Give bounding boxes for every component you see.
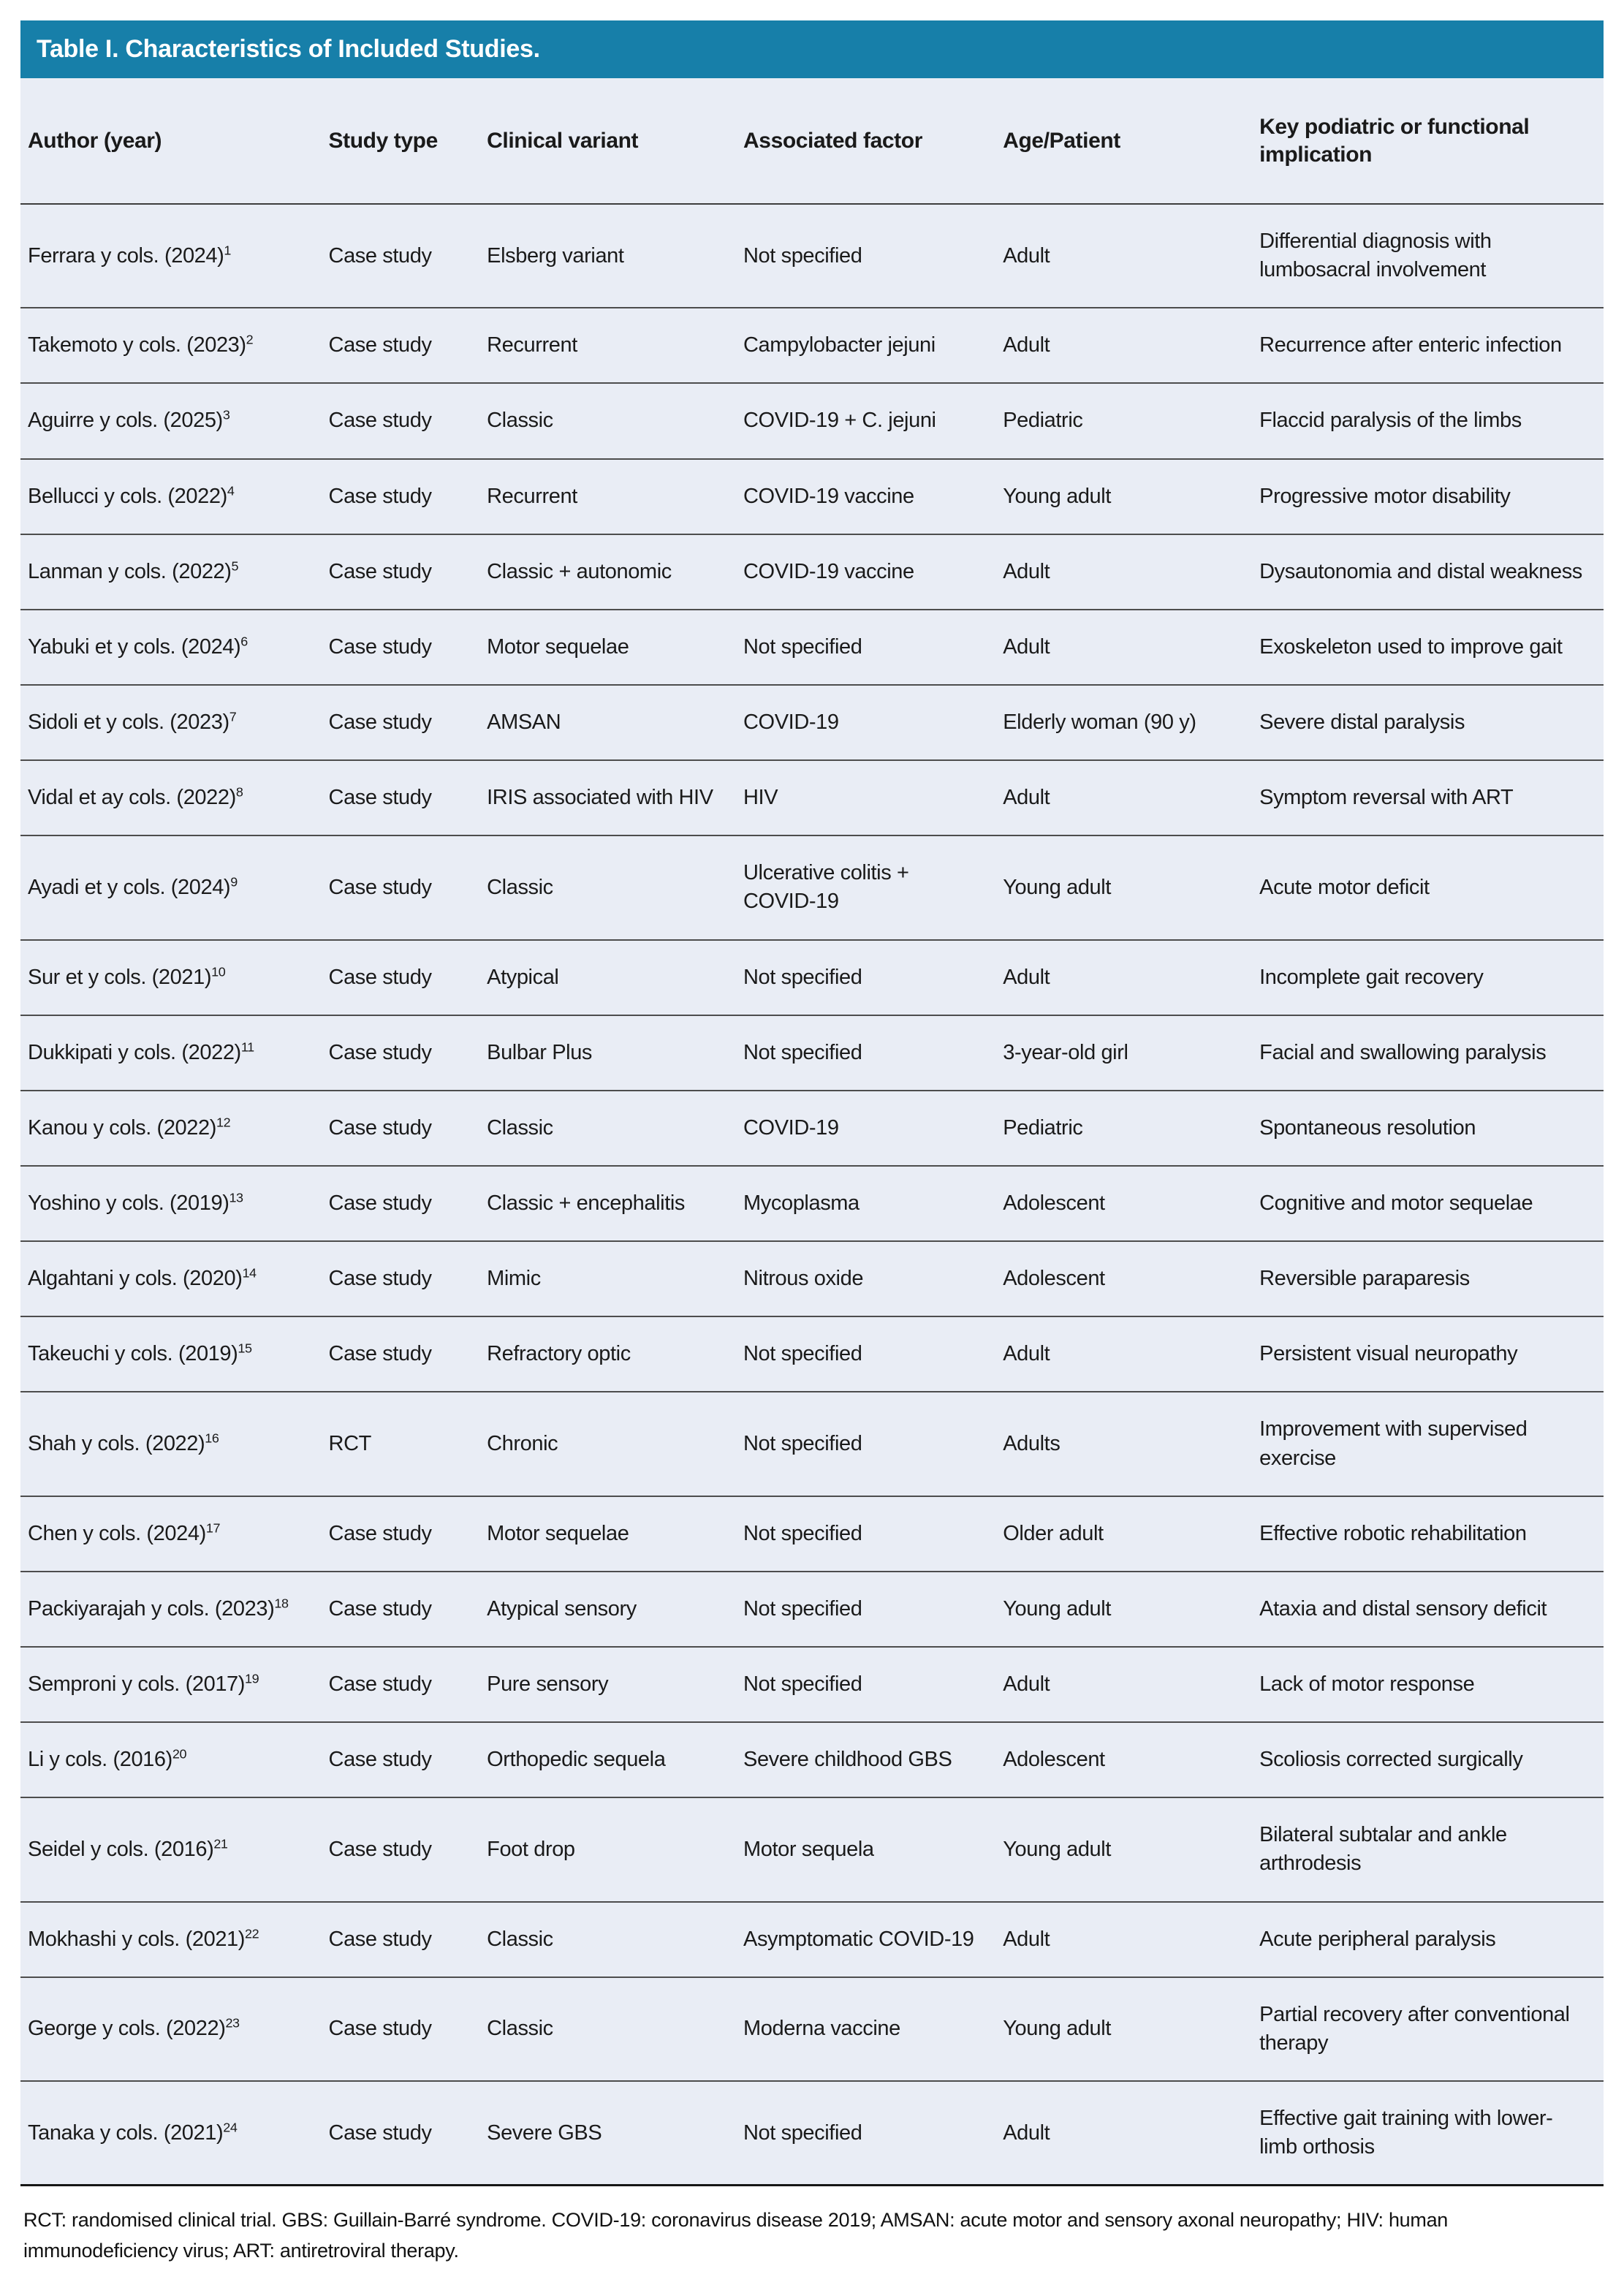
implication-cell: Recurrence after enteric infection xyxy=(1252,308,1604,383)
implication-cell: Scoliosis corrected surgically xyxy=(1252,1722,1604,1797)
clinical-variant-cell: Elsberg variant xyxy=(479,204,736,308)
implication-cell: Severe distal paralysis xyxy=(1252,685,1604,760)
author-cell: Packiyarajah y cols. $(2023)^{18}$ xyxy=(20,1572,322,1647)
implication-cell: Bilateral subtalar and ankle arthrodesis xyxy=(1252,1797,1604,1901)
clinical-variant-cell: Atypical xyxy=(479,940,736,1015)
associated-factor-cell: Not specified xyxy=(736,1015,995,1091)
associated-factor-cell: Not specified xyxy=(736,1647,995,1722)
study-type-cell: Case study xyxy=(322,534,480,610)
clinical-variant-cell: Mimic xyxy=(479,1241,736,1316)
column-header-4: Age/Patient xyxy=(995,78,1252,204)
author-cell: Lanman y cols. $(2022)^5$ xyxy=(20,534,322,610)
implication-cell: Ataxia and distal sensory deficit xyxy=(1252,1572,1604,1647)
clinical-variant-cell: Chronic xyxy=(479,1392,736,1496)
table-row xyxy=(20,1091,1604,1166)
implication-cell: Flaccid paralysis of the limbs xyxy=(1252,383,1604,458)
implication-cell: Persistent visual neuropathy xyxy=(1252,1316,1604,1392)
associated-factor-cell: Motor sequela xyxy=(736,1797,995,1901)
study-type-cell: Case study xyxy=(322,383,480,458)
associated-factor-cell: Not specified xyxy=(736,1316,995,1392)
table-row xyxy=(20,459,1604,534)
reference-superscript: 3 xyxy=(222,407,230,422)
author-cell: Takeuchi y cols. $(2019)^{15}$ xyxy=(20,1316,322,1392)
table-row xyxy=(20,610,1604,685)
clinical-variant-cell: Atypical sensory xyxy=(479,1572,736,1647)
table-row xyxy=(20,1015,1604,1091)
author-cell: Seidel y cols. $(2016)^{21}$ xyxy=(20,1797,322,1901)
clinical-variant-cell: Classic xyxy=(479,1977,736,2081)
associated-factor-cell: Not specified xyxy=(736,940,995,1015)
associated-factor-cell: COVID-19 + C. jejuni xyxy=(736,383,995,458)
author-cell: Tanaka y cols. $(2021)^{24}$ xyxy=(20,2081,322,2186)
table-row xyxy=(20,1241,1604,1316)
table-row xyxy=(20,760,1604,835)
implication-cell: Lack of motor response xyxy=(1252,1647,1604,1722)
study-type-cell: Case study xyxy=(322,1902,480,1977)
implication-cell: Effective robotic rehabilitation xyxy=(1252,1496,1604,1572)
author-cell: Sidoli et y cols. $(2023)^7$ xyxy=(20,685,322,760)
reference-superscript: 6 xyxy=(240,634,248,649)
column-header-3: Associated factor xyxy=(736,78,995,204)
clinical-variant-cell: Classic + encephalitis xyxy=(479,1166,736,1241)
associated-factor-cell: HIV xyxy=(736,760,995,835)
age-patient-cell: Adult xyxy=(995,534,1252,610)
age-patient-cell: Young adult xyxy=(995,459,1252,534)
reference-superscript: 5 xyxy=(231,558,239,574)
age-patient-cell: Adult xyxy=(995,308,1252,383)
associated-factor-cell: Not specified xyxy=(736,1496,995,1572)
table-body xyxy=(20,204,1604,2186)
column-header-0: Author (year) xyxy=(20,78,322,204)
implication-cell: Reversible paraparesis xyxy=(1252,1241,1604,1316)
author-cell: Ayadi et y cols. $(2024)^9$ xyxy=(20,835,322,939)
age-patient-cell: Young adult xyxy=(995,1797,1252,1901)
author-cell: Takemoto y cols. $(2023)^2$ xyxy=(20,308,322,383)
age-patient-cell: Young adult xyxy=(995,835,1252,939)
reference-superscript: 17 xyxy=(205,1520,221,1536)
table-row xyxy=(20,2081,1604,2186)
implication-cell: Differential diagnosis with lumbosacral involvement xyxy=(1252,204,1604,308)
table-row xyxy=(20,1722,1604,1797)
age-patient-cell: Pediatric xyxy=(995,1091,1252,1166)
clinical-variant-cell: Motor sequelae xyxy=(479,610,736,685)
associated-factor-cell: Not specified xyxy=(736,1572,995,1647)
study-type-cell: Case study xyxy=(322,1797,480,1901)
reference-superscript: 24 xyxy=(223,2119,238,2134)
clinical-variant-cell: Pure sensory xyxy=(479,1647,736,1722)
study-type-cell: Case study xyxy=(322,835,480,939)
reference-superscript: 20 xyxy=(172,1746,187,1762)
table-title: Table I. Characteristics of Included Studies. xyxy=(37,35,540,63)
reference-superscript: 10 xyxy=(211,963,226,979)
table-row xyxy=(20,1572,1604,1647)
age-patient-cell: Adult xyxy=(995,1902,1252,1977)
implication-cell: Progressive motor disability xyxy=(1252,459,1604,534)
author-cell: Bellucci y cols. $(2022)^4$ xyxy=(20,459,322,534)
reference-superscript: 15 xyxy=(238,1341,252,1356)
column-header-1: Study type xyxy=(322,78,480,204)
study-type-cell: Case study xyxy=(322,204,480,308)
age-patient-cell: Older adult xyxy=(995,1496,1252,1572)
clinical-variant-cell: Classic + autonomic xyxy=(479,534,736,610)
associated-factor-cell: Moderna vaccine xyxy=(736,1977,995,2081)
reference-superscript: 23 xyxy=(225,2015,240,2031)
reference-superscript: 8 xyxy=(235,784,243,800)
associated-factor-cell: Not specified xyxy=(736,1392,995,1496)
reference-superscript: 4 xyxy=(227,482,235,498)
age-patient-cell: 3-year-old girl xyxy=(995,1015,1252,1091)
reference-superscript: 18 xyxy=(274,1596,289,1611)
associated-factor-cell: Severe childhood GBS xyxy=(736,1722,995,1797)
implication-cell: Exoskeleton used to improve gait xyxy=(1252,610,1604,685)
table-row xyxy=(20,1797,1604,1901)
author-cell: Yoshino y cols. $(2019)^{13}$ xyxy=(20,1166,322,1241)
implication-cell: Facial and swallowing paralysis xyxy=(1252,1015,1604,1091)
table-row xyxy=(20,1392,1604,1496)
implication-cell: Incomplete gait recovery xyxy=(1252,940,1604,1015)
associated-factor-cell: COVID-19 xyxy=(736,685,995,760)
clinical-variant-cell: Severe GBS xyxy=(479,2081,736,2186)
age-patient-cell: Adult xyxy=(995,610,1252,685)
study-type-cell: Case study xyxy=(322,1015,480,1091)
table-row xyxy=(20,383,1604,458)
age-patient-cell: Young adult xyxy=(995,1977,1252,2081)
age-patient-cell: Adult xyxy=(995,1647,1252,1722)
study-type-cell: Case study xyxy=(322,1977,480,2081)
study-type-cell: Case study xyxy=(322,1647,480,1722)
header-row xyxy=(20,78,1604,204)
author-cell: Yabuki et y cols. $(2024)^6$ xyxy=(20,610,322,685)
associated-factor-cell: COVID-19 vaccine xyxy=(736,459,995,534)
clinical-variant-cell: Orthopedic sequela xyxy=(479,1722,736,1797)
age-patient-cell: Pediatric xyxy=(995,383,1252,458)
study-type-cell: Case study xyxy=(322,610,480,685)
reference-superscript: 9 xyxy=(230,874,238,890)
study-type-cell: Case study xyxy=(322,1496,480,1572)
study-type-cell: Case study xyxy=(322,1572,480,1647)
clinical-variant-cell: Recurrent xyxy=(479,308,736,383)
associated-factor-cell: Nitrous oxide xyxy=(736,1241,995,1316)
reference-superscript: 7 xyxy=(229,709,237,724)
clinical-variant-cell: Motor sequelae xyxy=(479,1496,736,1572)
table-footnote: RCT: randomised clinical trial. GBS: Guillain-Barré syndrome. COVID-19: coronavirus disease 2019; AMSAN: acute motor and sensory axonal neuropathy; HIV: human immunodeficiency virus; ART: antiretroviral therapy. xyxy=(23,2209,1449,2262)
clinical-variant-cell: Classic xyxy=(479,1091,736,1166)
age-patient-cell: Adult xyxy=(995,940,1252,1015)
table-row xyxy=(20,1496,1604,1572)
table-row xyxy=(20,1166,1604,1241)
age-patient-cell: Adult xyxy=(995,204,1252,308)
age-patient-cell: Adolescent xyxy=(995,1722,1252,1797)
reference-superscript: 21 xyxy=(213,1836,228,1852)
study-type-cell: Case study xyxy=(322,1316,480,1392)
reference-superscript: 13 xyxy=(229,1190,243,1205)
associated-factor-cell: COVID-19 xyxy=(736,1091,995,1166)
study-type-cell: Case study xyxy=(322,459,480,534)
associated-factor-cell: Ulcerative colitis + COVID-19 xyxy=(736,835,995,939)
age-patient-cell: Elderly woman (90 y) xyxy=(995,685,1252,760)
study-type-cell: Case study xyxy=(322,1166,480,1241)
author-cell: Algahtani y cols. $(2020)^{14}$ xyxy=(20,1241,322,1316)
age-patient-cell: Adolescent xyxy=(995,1166,1252,1241)
clinical-variant-cell: Bulbar Plus xyxy=(479,1015,736,1091)
study-type-cell: Case study xyxy=(322,1241,480,1316)
column-header-2: Clinical variant xyxy=(479,78,736,204)
clinical-variant-cell: IRIS associated with HIV xyxy=(479,760,736,835)
associated-factor-cell: Campylobacter jejuni xyxy=(736,308,995,383)
author-cell: Li y cols. $(2016)^{20}$ xyxy=(20,1722,322,1797)
table-row xyxy=(20,685,1604,760)
author-cell: Ferrara y cols. $(2024)^1$ xyxy=(20,204,322,308)
age-patient-cell: Young adult xyxy=(995,1572,1252,1647)
table-title-bar xyxy=(20,20,1604,78)
implication-cell: Symptom reversal with ART xyxy=(1252,760,1604,835)
table-row xyxy=(20,1902,1604,1977)
age-patient-cell: Adult xyxy=(995,1316,1252,1392)
age-patient-cell: Adults xyxy=(995,1392,1252,1496)
reference-superscript: 2 xyxy=(246,332,254,347)
reference-superscript: 14 xyxy=(242,1265,257,1281)
author-cell: Aguirre y cols. $(2025)^3$ xyxy=(20,383,322,458)
author-cell: Sur et y cols. $(2021)^{10}$ xyxy=(20,940,322,1015)
column-header-5: Key podiatric or functional implication xyxy=(1252,78,1604,204)
table-row xyxy=(20,204,1604,308)
table-row xyxy=(20,1316,1604,1392)
table-row xyxy=(20,308,1604,383)
implication-cell: Partial recovery after conventional therapy xyxy=(1252,1977,1604,2081)
associated-factor-cell: COVID-19 vaccine xyxy=(736,534,995,610)
clinical-variant-cell: Classic xyxy=(479,1902,736,1977)
author-cell: Vidal et ay cols. $(2022)^8$ xyxy=(20,760,322,835)
study-type-cell: Case study xyxy=(322,760,480,835)
implication-cell: Spontaneous resolution xyxy=(1252,1091,1604,1166)
reference-superscript: 16 xyxy=(205,1430,219,1446)
implication-cell: Improvement with supervised exercise xyxy=(1252,1392,1604,1496)
study-type-cell: Case study xyxy=(322,1722,480,1797)
implication-cell: Acute motor deficit xyxy=(1252,835,1604,939)
age-patient-cell: Adult xyxy=(995,760,1252,835)
study-type-cell: Case study xyxy=(322,1091,480,1166)
clinical-variant-cell: Recurrent xyxy=(479,459,736,534)
clinical-variant-cell: Classic xyxy=(479,383,736,458)
reference-superscript: 1 xyxy=(224,242,231,257)
study-type-cell: Case study xyxy=(322,2081,480,2186)
implication-cell: Effective gait training with lower-limb orthosis xyxy=(1252,2081,1604,2186)
implication-cell: Dysautonomia and distal weakness xyxy=(1252,534,1604,610)
table-row xyxy=(20,534,1604,610)
age-patient-cell: Adolescent xyxy=(995,1241,1252,1316)
author-cell: Shah y cols. $(2022)^{16}$ xyxy=(20,1392,322,1496)
implication-cell: Cognitive and motor sequelae xyxy=(1252,1166,1604,1241)
author-cell: Kanou y cols. $(2022)^{12}$ xyxy=(20,1091,322,1166)
table-row xyxy=(20,940,1604,1015)
reference-superscript: 19 xyxy=(245,1671,259,1686)
associated-factor-cell: Not specified xyxy=(736,610,995,685)
study-type-cell: Case study xyxy=(322,685,480,760)
table-row xyxy=(20,1647,1604,1722)
author-cell: Mokhashi y cols. $(2021)^{22}$ xyxy=(20,1902,322,1977)
studies-table xyxy=(20,78,1604,2186)
clinical-variant-cell: AMSAN xyxy=(479,685,736,760)
reference-superscript: 22 xyxy=(245,1925,259,1941)
age-patient-cell: Adult xyxy=(995,2081,1252,2186)
clinical-variant-cell: Classic xyxy=(479,835,736,939)
study-type-cell: RCT xyxy=(322,1392,480,1496)
author-cell: Semproni y cols. $(2017)^{19}$ xyxy=(20,1647,322,1722)
reference-superscript: 12 xyxy=(216,1115,231,1130)
author-cell: George y cols. $(2022)^{23}$ xyxy=(20,1977,322,2081)
study-type-cell: Case study xyxy=(322,940,480,1015)
reference-superscript: 11 xyxy=(240,1039,254,1055)
clinical-variant-cell: Foot drop xyxy=(479,1797,736,1901)
associated-factor-cell: Asymptomatic COVID-19 xyxy=(736,1902,995,1977)
associated-factor-cell: Not specified xyxy=(736,2081,995,2186)
clinical-variant-cell: Refractory optic xyxy=(479,1316,736,1392)
associated-factor-cell: Not specified xyxy=(736,204,995,308)
associated-factor-cell: Mycoplasma xyxy=(736,1166,995,1241)
study-type-cell: Case study xyxy=(322,308,480,383)
author-cell: Chen y cols. $(2024)^{17}$ xyxy=(20,1496,322,1572)
author-cell: Dukkipati y cols. $(2022)^{11}$ xyxy=(20,1015,322,1091)
implication-cell: Acute peripheral paralysis xyxy=(1252,1902,1604,1977)
table-row xyxy=(20,835,1604,939)
